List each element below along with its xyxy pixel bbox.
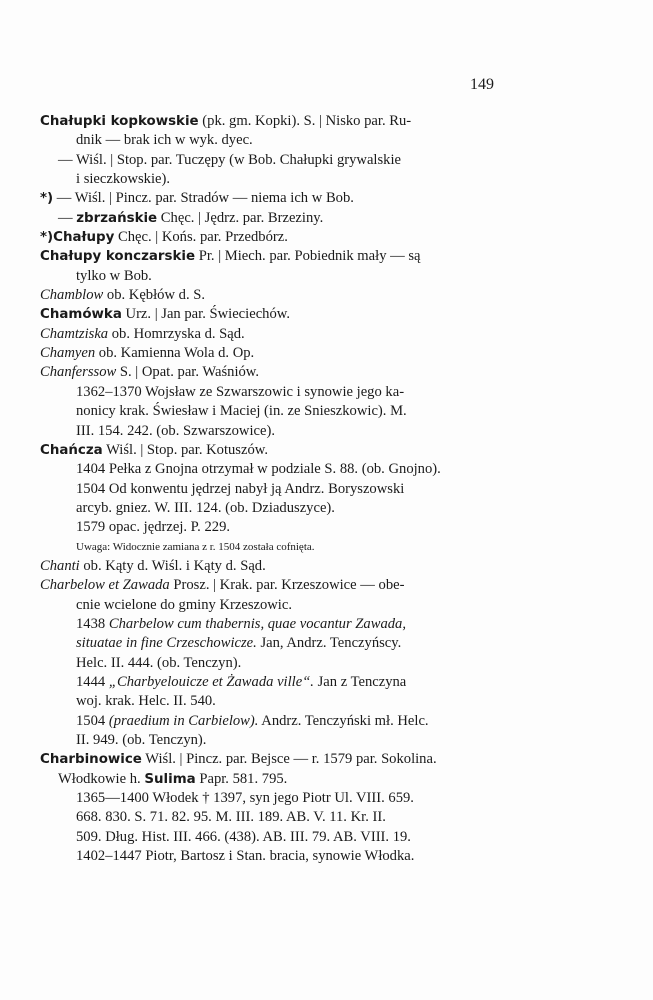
text-line xyxy=(40,789,510,808)
text-line xyxy=(40,363,510,382)
italic-text: „Charbyelouicze et Żawada ville“. xyxy=(108,673,314,690)
line-text: Chęc. | Jędrz. par. Brzeziny. xyxy=(157,209,324,226)
text-line xyxy=(40,847,510,866)
entry-heading: zbrzańskie xyxy=(76,210,158,226)
line-text: nonicy krak. Świesław i Maciej (in. ze Snieszkowic). M. xyxy=(76,403,407,420)
text-line xyxy=(40,828,510,847)
text-line xyxy=(40,596,510,615)
text-line xyxy=(40,325,510,344)
entry-heading: *)Chałupy xyxy=(40,230,115,246)
text-line xyxy=(40,480,510,499)
entry-heading: Chałupki kopkowskie xyxy=(40,114,199,129)
line-text: Wiśl. | Stop. par. Kotuszów. xyxy=(102,441,269,458)
line-text: S. | Opat. par. Waśniów. xyxy=(116,364,260,381)
text-line xyxy=(40,770,510,789)
text-line xyxy=(40,112,510,131)
line-text: ob. Kamienna Wola d. Op. xyxy=(95,345,255,362)
text-line xyxy=(40,305,510,324)
text-line xyxy=(40,228,510,247)
line-text: ob. Homrzyska d. Sąd. xyxy=(108,325,245,342)
page-number: 149 xyxy=(470,76,494,93)
text-line xyxy=(40,518,510,537)
italic-text: Chamtziska xyxy=(40,325,109,342)
line-text: ob. Kębłów d. S. xyxy=(103,287,206,304)
text-line xyxy=(40,383,510,402)
italic-text: Charbelow cum thabernis, quae vocantur Zawada, xyxy=(108,615,406,632)
italic-text: situatae in fine Crzeschowicze. xyxy=(76,635,257,652)
line-text: Jan, Andrz. Tenczyńscy. xyxy=(256,635,402,652)
text-line xyxy=(40,673,510,692)
text-line xyxy=(40,344,510,363)
text-line xyxy=(40,615,510,634)
line-text: III. 154. 242. (ob. Szwarszowice). xyxy=(76,422,275,439)
line-text: Włodkowie h. xyxy=(58,770,145,787)
text-line xyxy=(40,247,510,266)
entry-heading: *) xyxy=(40,191,54,207)
line-text: 1444 xyxy=(76,673,109,690)
line-text: woj. krak. Helc. II. 540. xyxy=(76,693,216,710)
line-text: cnie wcielone do gminy Krzeszowic. xyxy=(76,596,292,613)
line-text: 509. Dług. Hist. III. 466. (438). AB. III. 79. AB. VIII. 19. xyxy=(76,828,411,845)
line-text: Andrz. Tenczyński mł. Helc. xyxy=(258,712,429,729)
line-text: Prosz. | Krak. par. Krzeszowice — obe- xyxy=(169,577,405,594)
line-text: Wiśl. | Pincz. par. Bejsce — r. 1579 par. Sokolina. xyxy=(141,751,437,768)
italic-text: Chanti xyxy=(40,557,80,574)
line-text: arcyb. gniez. W. III. 124. (ob. Dziaduszyce). xyxy=(76,499,335,516)
italic-text: Charbelow et Zawada xyxy=(40,577,170,594)
text-line xyxy=(40,750,510,769)
entry-heading: Chamówka xyxy=(40,307,122,323)
line-text: Papr. 581. 795. xyxy=(195,770,288,787)
line-text: 1438 xyxy=(76,615,109,632)
text-line xyxy=(40,131,510,150)
italic-text: (praedium in Carbielow). xyxy=(108,712,259,729)
line-text: 1404 Pełka z Gnojna otrzymał w podziale S. 88. (ob. Gnojno). xyxy=(76,461,441,478)
text-line xyxy=(40,402,510,421)
line-text: ob. Kąty d. Wiśl. i Kąty d. Sąd. xyxy=(79,557,266,574)
text-line xyxy=(40,654,510,673)
text-line xyxy=(40,557,510,576)
text-line xyxy=(40,209,510,228)
line-text: Jan z Tenczyna xyxy=(313,673,407,690)
line-text: dnik — brak ich w wyk. dyec. xyxy=(76,132,253,149)
line-text: i sieczkowskie). xyxy=(76,171,171,188)
line-text: 1402–1447 Piotr, Bartosz i Stan. bracia, synowie Włodka. xyxy=(76,848,415,865)
line-text: (pk. gm. Kopki). S. | Nisko par. Ru- xyxy=(198,113,412,129)
line-text: Helc. II. 444. (ob. Tenczyn). xyxy=(76,654,242,671)
text-line xyxy=(40,731,510,750)
text-line xyxy=(40,808,510,827)
entry-heading: Charbinowice xyxy=(40,752,142,768)
line-text: 1365—1400 Włodek † 1397, syn jego Piotr Ul. VIII. 659. xyxy=(76,790,414,807)
entry-heading: Chałupy konczarskie xyxy=(40,249,196,265)
italic-text: Chanferssow xyxy=(40,364,117,381)
line-text: 668. 830. S. 71. 82. 95. M. III. 189. AB. V. 11. Kr. II. xyxy=(76,809,386,826)
text-line xyxy=(40,441,510,460)
text-line xyxy=(40,538,510,557)
line-text: 1504 xyxy=(76,712,109,729)
line-text: — Wiśl. | Stop. par. Tuczępy (w Bob. Chałupki grywalskie xyxy=(58,151,401,168)
line-text: 1504 Od konwentu jędrzej nabył ją Andrz. Boryszowski xyxy=(76,480,405,497)
text-line xyxy=(40,460,510,479)
gazetteer-entries xyxy=(40,112,510,866)
line-text: tylko w Bob. xyxy=(76,267,152,284)
line-text: Pr. | Miech. par. Pobiednik mały — są xyxy=(195,248,421,265)
text-line xyxy=(40,634,510,653)
text-line xyxy=(40,189,510,208)
line-text: — Wiśl. | Pincz. par. Stradów — niema ich w Bob. xyxy=(53,190,354,207)
text-line xyxy=(40,286,510,305)
entry-heading: Chańcza xyxy=(40,442,103,458)
text-line xyxy=(40,267,510,286)
line-text: II. 949. (ob. Tenczyn). xyxy=(76,732,207,748)
line-text: Chęc. | Końs. par. Przedbórz. xyxy=(114,229,288,246)
text-line xyxy=(40,422,510,441)
text-line xyxy=(40,170,510,189)
italic-text: Chamyen xyxy=(40,345,96,362)
line-text: 1579 opac. jędrzej. P. 229. xyxy=(76,519,231,536)
line-text: Urz. | Jan par. Świeciechów. xyxy=(121,306,291,323)
line-text: 1362–1370 Wojsław ze Szwarszowic i synowie jego ka- xyxy=(76,383,405,400)
line-text: Uwaga: Widocznie zamiana z r. 1504 została cofnięta. xyxy=(76,540,315,553)
text-line xyxy=(40,499,510,518)
entry-heading: Sulima xyxy=(144,771,196,787)
italic-text: Chamblow xyxy=(40,287,104,304)
text-line xyxy=(40,712,510,731)
text-line xyxy=(40,151,510,170)
text-line xyxy=(40,692,510,711)
text-line xyxy=(40,576,510,595)
line-text: — xyxy=(58,209,77,226)
